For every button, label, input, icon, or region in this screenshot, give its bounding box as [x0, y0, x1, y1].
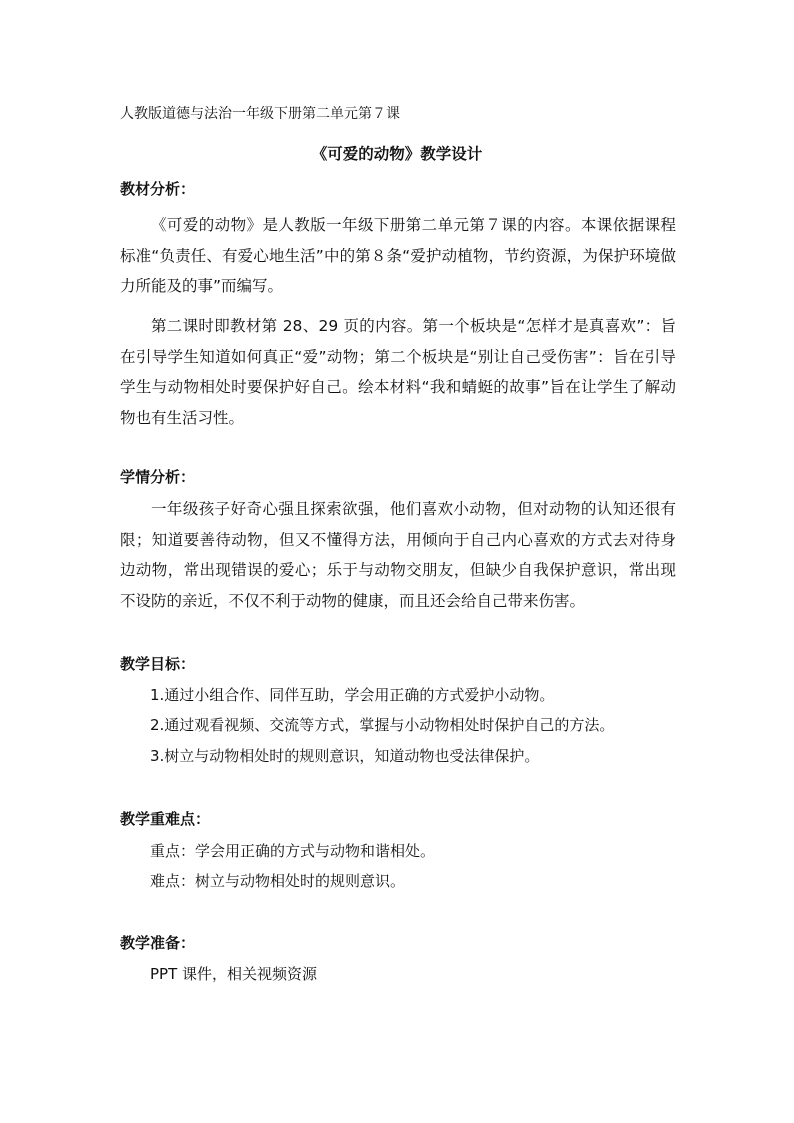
course-info: 人教版道德与法治一年级下册第二单元第７课 [120, 106, 400, 122]
preparation-content: PPT 课件，相关视频资源 [150, 965, 318, 983]
textbook-analysis-paragraph-1: 《可爱的动物》是人教版一年级下册第二单元第７课的内容。本课依据课程标准“负责任、有爱心地生活”中的第８条“爱护动植物，节约资源，为保护环境做力所能及的事”而编写。 [120, 216, 676, 295]
key-point-difficulty: 难点：树立与动物相处时的规则意识。 [150, 872, 406, 890]
preparation-heading: 教学准备： [120, 934, 196, 952]
document-title: 《可爱的动物》教学设计 [311, 145, 483, 163]
teaching-goal-item: 3.树立与动物相处时的规则意识，知道动物也受法律保护。 [150, 747, 540, 765]
student-analysis-paragraph: 一年级孩子好奇心强且探索欲强，他们喜欢小动物，但对动物的认知还很有限；知道要善待动物，但又不懂得方法，用倾向于自己内心喜欢的方式去对待身边动物，常出现错误的爱心；乐于与动物交朋友，但缺少自我保护意识，常出现不设防的亲近，不仅不利于动物的健康，而且还会给自己带来伤害。 [120, 500, 676, 610]
teaching-goals-heading: 教学目标： [120, 655, 196, 673]
key-point-focus: 重点：学会用正确的方式与动物和谐相处。 [150, 842, 436, 860]
teaching-goal-item: 1.通过小组合作、同伴互助，学会用正确的方式爱护小动物。 [150, 686, 555, 704]
textbook-analysis-paragraph-2: 第二课时即教材第 28、29 页的内容。第一个板块是“怎样才是真喜欢”：旨在引导学生知道如何真正“爱”动物；第二个板块是“别让自己受伤害”：旨在引导学生与动物相处时要保护好自己。绘本材料“我和蜻蜓的故事”旨在让学生了解动物也有生活习性。 [120, 317, 676, 427]
key-points-heading: 教学重难点： [120, 810, 211, 828]
textbook-analysis-heading: 教材分析： [120, 180, 196, 198]
student-analysis-heading: 学情分析： [120, 468, 196, 486]
teaching-goal-item: 2.通过观看视频、交流等方式，掌握与小动物相处时保护自己的方法。 [150, 716, 615, 734]
